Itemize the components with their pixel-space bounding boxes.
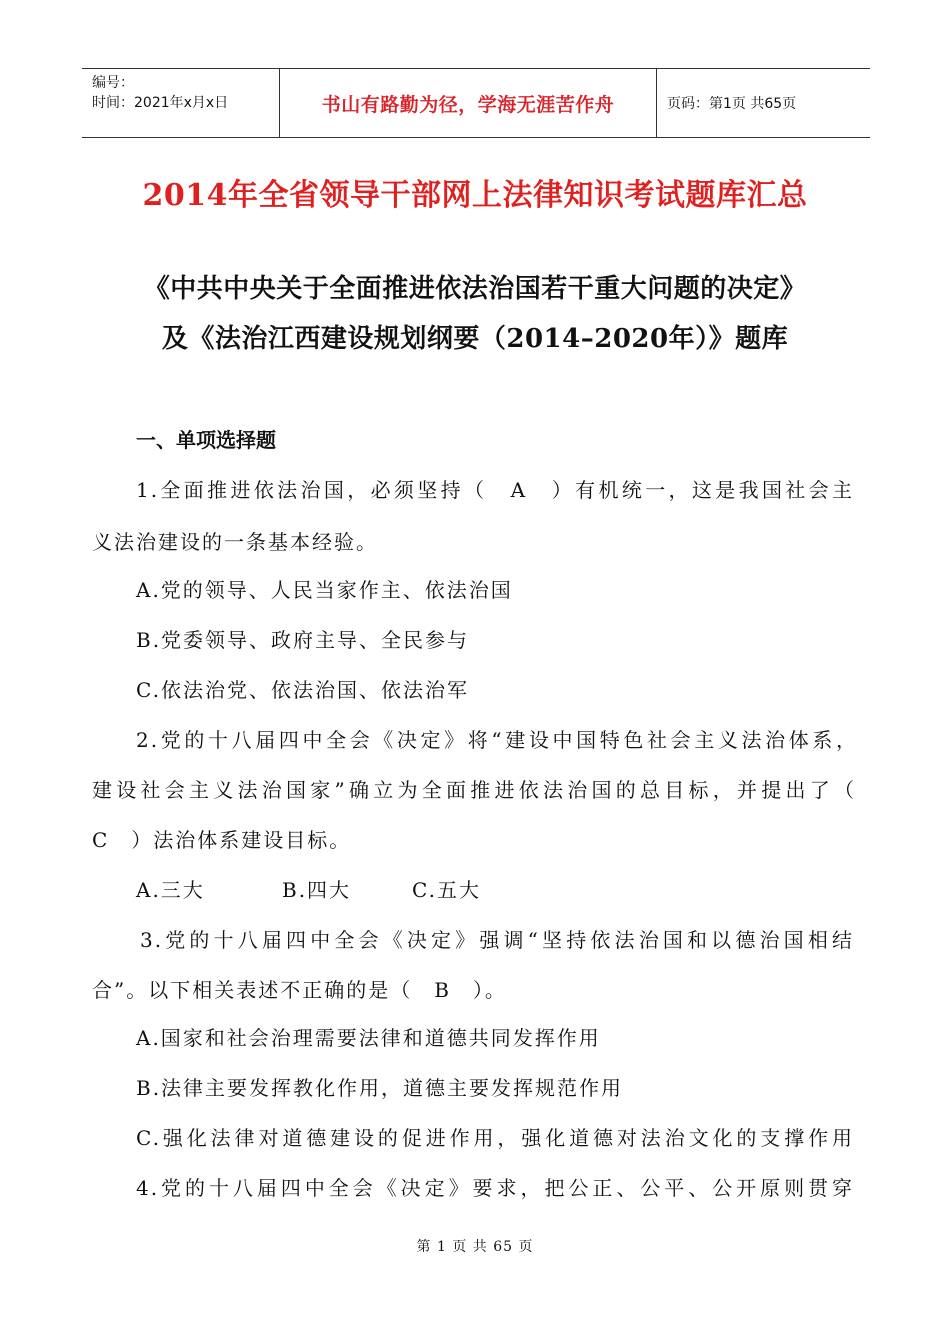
document-number-label: 编号： xyxy=(92,75,134,91)
document-title: 2014年全省领导干部网上法律知识考试题库汇总 xyxy=(142,178,808,213)
document-subtitle-line-2: 及《法治江西建设规划纲要（2014–2020年）》题库 xyxy=(161,324,789,354)
header-page-info: 页码：第1页 共65页 xyxy=(667,96,797,112)
question-3-line-2: 合”。以下相关表述不正确的是（ B ）。 xyxy=(92,978,507,1002)
question-2-option-c: C.五大 xyxy=(412,878,481,902)
document-time-label: 时间：2021年x月x日 xyxy=(92,95,229,111)
question-2-option-a: A.三大 xyxy=(136,878,205,902)
question-3-option-a: A.国家和社会治理需要法律和道德共同发挥作用 xyxy=(136,1026,601,1050)
question-1-line-2: 义法治建设的一条基本经验。 xyxy=(92,530,378,554)
question-4-line-1: 4.党的十八届四中全会《决定》要求，把公正、公平、公开原则贯穿 xyxy=(136,1176,854,1200)
question-2-option-b: B.四大 xyxy=(282,878,352,902)
question-3-option-b: B.法律主要发挥教化作用，道德主要发挥规范作用 xyxy=(136,1076,624,1100)
question-1-option-c: C.依法治党、依法治国、依法治军 xyxy=(136,678,469,702)
header-motto: 书山有路勤为径，学海无涯苦作舟 xyxy=(280,69,657,137)
question-2-line-1: 2.党的十八届四中全会《决定》将“建设中国特色社会主义法治体系， xyxy=(136,728,858,752)
header-meta xyxy=(82,69,280,137)
page-header xyxy=(82,68,870,138)
question-1-line-1: 1.全面推进依法治国，必须坚持（ A ）有机统一，这是我国社会主 xyxy=(136,478,854,502)
question-3-option-c: C.强化法律对道德建设的促进作用，强化道德对法治文化的支撑作用 xyxy=(136,1126,854,1150)
question-1-option-b: B.党委领导、政府主导、全民参与 xyxy=(136,628,470,652)
section-heading: 一、单项选择题 xyxy=(136,428,276,452)
page-footer: 第 1 页 共 65 页 xyxy=(416,1239,534,1255)
question-3-line-1: 3.党的十八届四中全会《决定》强调“坚持依法治国和以德治国相结 xyxy=(140,928,854,952)
document-subtitle-line-1: 《中共中央关于全面推进依法治国若干重大问题的决定》 xyxy=(143,274,807,304)
question-2-line-3: C ）法治体系建设目标。 xyxy=(92,828,352,852)
question-1-option-a: A.党的领导、人民当家作主、依法治国 xyxy=(136,578,513,602)
question-2-line-2: 建设社会主义法治国家”确立为全面推进依法治国的总目标，并提出了（ xyxy=(92,778,856,802)
